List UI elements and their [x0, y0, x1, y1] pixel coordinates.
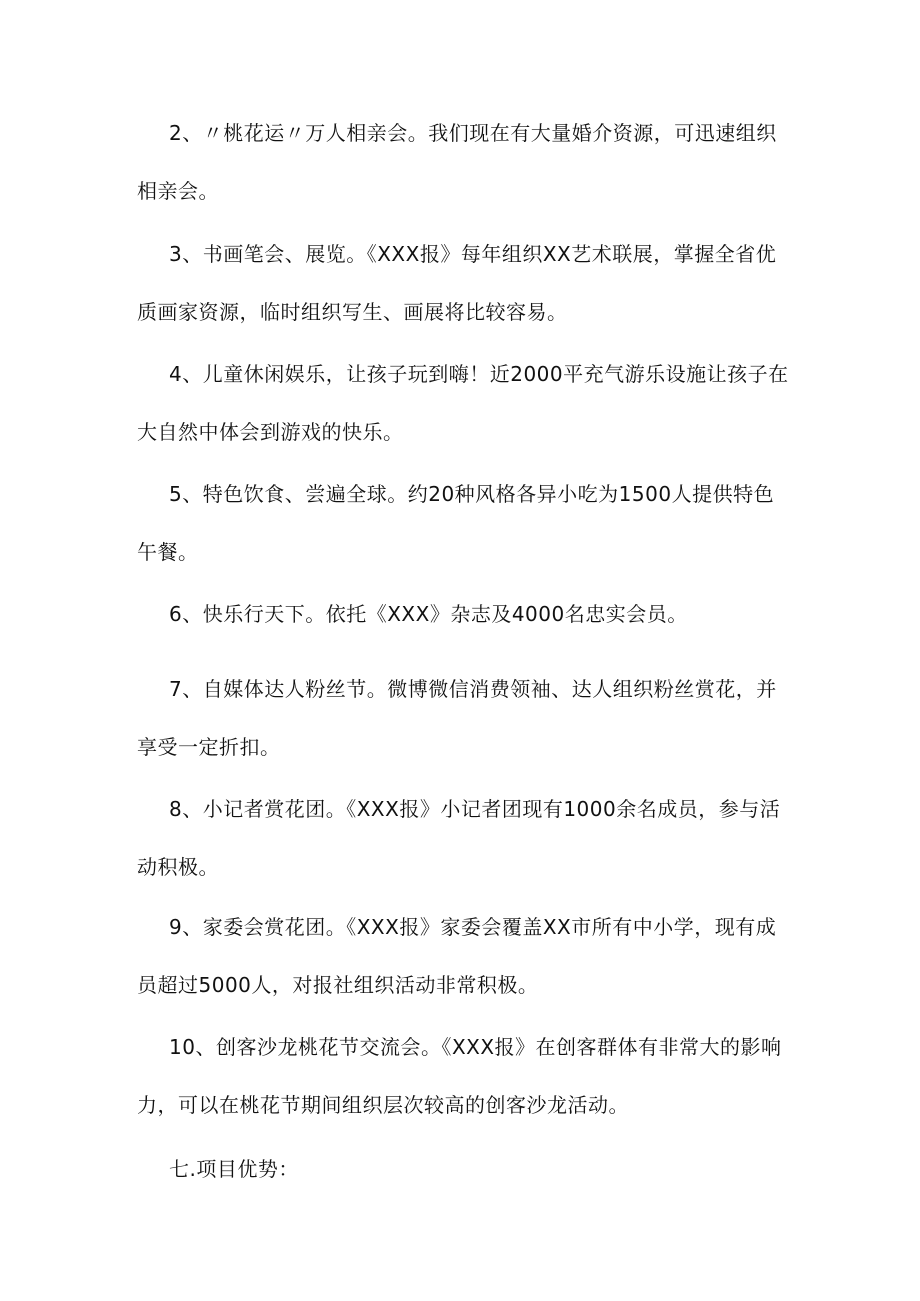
paragraph-item-4: 4、儿童休闲娱乐，让孩子玩到嗨！近2000平充气游乐设施让孩子在大自然中体会到游戏的快乐。 [137, 362, 789, 444]
paragraph-item-9: 9、家委会赏花团。《XXX报》家委会覆盖XX市所有中小学，现有成员超过5000人，对报社组织活动非常积极。 [137, 915, 777, 997]
paragraph-item-8: 8、小记者赏花团。《XXX报》小记者团现有1000余名成员，参与活动积极。 [137, 797, 781, 879]
paragraph-item-7: 7、自媒体达人粉丝节。微博微信消费领袖、达人组织粉丝赏花，并享受一定折扣。 [137, 677, 777, 759]
paragraph-item-10: 10、创客沙龙桃花节交流会。《XXX报》在创客群体有非常大的影响力，可以在桃花节期间组织层次较高的创客沙龙活动。 [137, 1035, 782, 1117]
section-heading-project-advantages: 七.项目优势： [169, 1157, 299, 1181]
paragraph-item-5: 5、特色饮食、尝遍全球。约20种风格各异小吃为1500人提供特色午餐。 [137, 482, 775, 564]
paragraph-item-3: 3、书画笔会、展览。《XXX报》每年组织XX艺术联展，掌握全省优质画家资源，临时组织写生、画展将比较容易。 [137, 242, 777, 324]
paragraph-item-6: 6、快乐行天下。依托《XXX》杂志及4000名忠实会员。 [169, 602, 688, 626]
paragraph-item-2: 2、〃桃花运〃万人相亲会。我们现在有大量婚介资源，可迅速组织相亲会。 [137, 121, 777, 203]
